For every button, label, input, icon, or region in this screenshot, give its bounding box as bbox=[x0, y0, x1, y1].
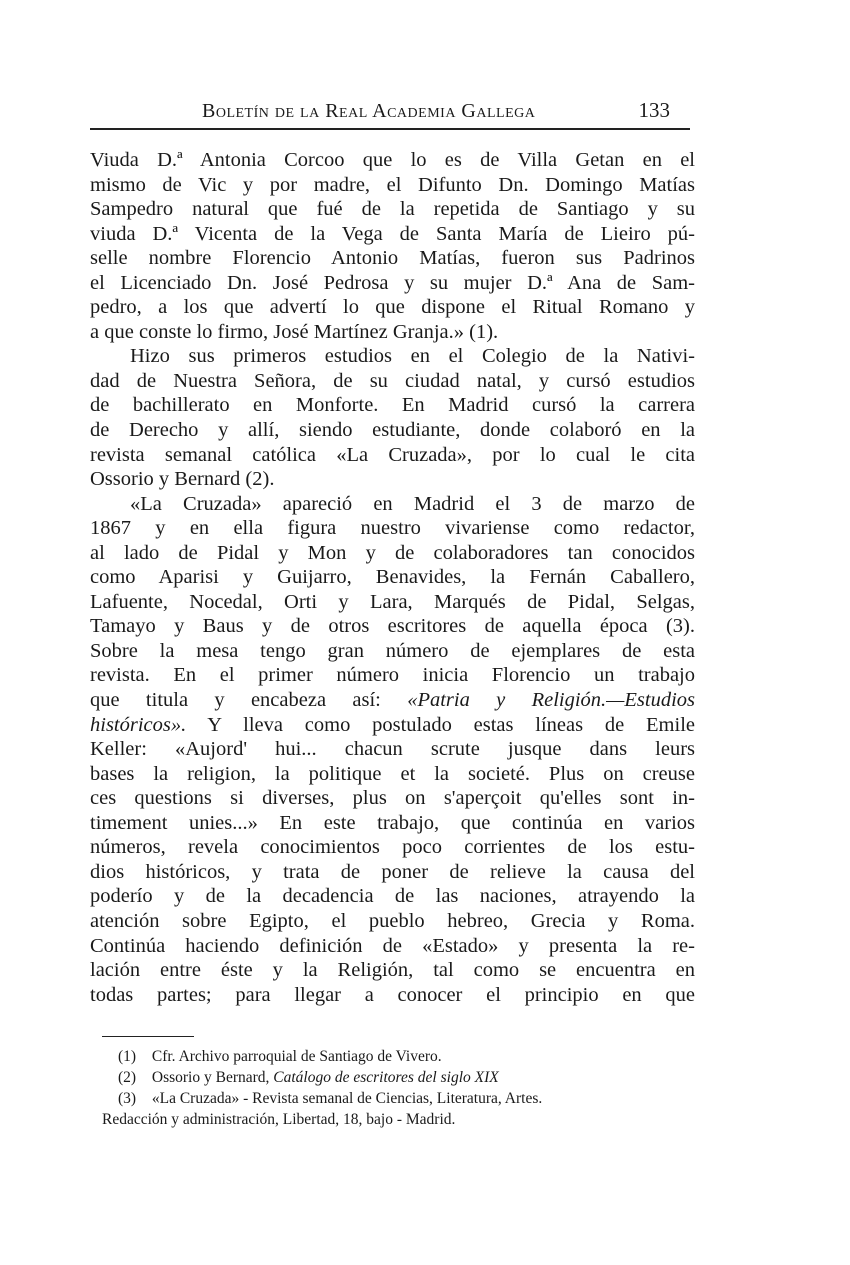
footnotes bbox=[102, 1046, 702, 1130]
footnote-1 bbox=[102, 1046, 702, 1067]
text-line: viuda D.ª Vicenta de la Vega de Santa María de Lieiro pú- bbox=[90, 222, 695, 245]
footnote-2 bbox=[102, 1067, 702, 1088]
footnote-3 bbox=[102, 1088, 702, 1109]
footnote-mark: (3) bbox=[118, 1090, 137, 1107]
text-line: revista. En el primer número inicia Florencio un trabajo bbox=[90, 664, 695, 687]
text-line: Keller: «Aujord' hui... chacun scrute jusque dans leurs bbox=[90, 738, 695, 761]
text-line: mismo de Vic y por madre, el Difunto Dn. Domingo Matías bbox=[90, 173, 695, 196]
footnote-book-title: Catálogo de escritores del siglo XIX bbox=[273, 1069, 499, 1086]
text-line: Sobre la mesa tengo gran número de ejemplares de esta bbox=[90, 639, 695, 662]
text-line: revista semanal católica «La Cruzada», por lo cual le cita bbox=[90, 443, 695, 466]
text-segment: Y lleva como postulado estas líneas de Emile bbox=[207, 713, 695, 736]
text-line: poderío y de la decadencia de las naciones, atrayendo la bbox=[90, 885, 695, 908]
text-line: números, revela conocimientos poco corrientes de los estu- bbox=[90, 836, 695, 859]
text-line: todas partes; para llegar a conocer el principio en que bbox=[90, 983, 695, 1006]
text-line: de bachillerato en Monforte. En Madrid cursó la carrera bbox=[90, 394, 695, 417]
text-line: el Licenciado Dn. José Pedrosa y su mujer D.ª Ana de Sam- bbox=[90, 271, 695, 294]
footnote-divider bbox=[102, 1036, 194, 1037]
page-number: 133 bbox=[638, 98, 670, 122]
footnote-mark: (1) bbox=[118, 1048, 137, 1065]
text-line: de Derecho y allí, siendo estudiante, donde colaboró en la bbox=[90, 419, 695, 442]
footnote-text: Cfr. Archivo parroquial de Santiago de Vivero. bbox=[151, 1048, 442, 1065]
footnote-text: Ossorio y Bernard, bbox=[151, 1069, 270, 1086]
italic-title: históricos». bbox=[90, 713, 187, 736]
text-line: Lafuente, Nocedal, Orti y Lara, Marqués de Pidal, Selgas, bbox=[90, 590, 695, 613]
text-line: Continúa haciendo definición de «Estado» y presenta la re- bbox=[90, 934, 695, 957]
text-line: timement unies...» En este trabajo, que continúa en varios bbox=[90, 811, 695, 834]
text-segment: que titula y encabeza así: bbox=[90, 689, 381, 712]
text-line: dad de Nuestra Señora, de su ciudad natal, y cursó estudios bbox=[90, 369, 695, 392]
text-line-mixed bbox=[90, 688, 695, 713]
italic-title: «Patria y Religión.—Estudios bbox=[407, 689, 696, 712]
footnote-3-continuation: Redacción y administración, Libertad, 18, bajo - Madrid. bbox=[102, 1111, 456, 1128]
text-line: pedro, a los que advertí lo que dispone el Ritual Romano y bbox=[90, 296, 695, 319]
text-line: al lado de Pidal y Mon y de colaboradores tan conocidos bbox=[90, 541, 695, 564]
footnote-mark: (2) bbox=[118, 1069, 137, 1086]
text-line: ces questions si diverses, plus on s'aperçoit qu'elles sont in- bbox=[90, 787, 695, 810]
text-line: selle nombre Florencio Antonio Matías, fueron sus Padrinos bbox=[90, 247, 695, 270]
footnote-text: «La Cruzada» - Revista semanal de Ciencias, Literatura, Artes. bbox=[151, 1090, 543, 1107]
body-text bbox=[90, 148, 695, 1007]
text-line: bases la religion, la politique et la societé. Plus on creuse bbox=[90, 762, 695, 785]
running-header bbox=[90, 94, 690, 130]
text-line: Tamayo y Baus y de otros escritores de aquella época (3). bbox=[90, 615, 695, 638]
text-line: Sampedro natural que fué de la repetida de Santiago y su bbox=[90, 198, 695, 221]
text-line: «La Cruzada» apareció en Madrid el 3 de marzo de bbox=[130, 492, 695, 515]
text-line: Viuda D.ª Antonia Corcoo que lo es de Villa Getan en el bbox=[90, 149, 695, 171]
text-line: atención sobre Egipto, el pueblo hebreo, Grecia y Roma. bbox=[90, 909, 695, 932]
text-line: lación entre éste y la Religión, tal como se encuentra en bbox=[90, 959, 695, 982]
text-line: 1867 y en ella figura nuestro vivariense como redactor, bbox=[90, 517, 695, 540]
text-line: a que conste lo firmo, José Martínez Granja.» (1). bbox=[90, 320, 499, 343]
text-line: dios históricos, y trata de poner de relieve la causa del bbox=[90, 860, 695, 883]
header-title: Boletín de la Real Academia Gallega bbox=[202, 100, 536, 122]
text-line: como Aparisi y Guijarro, Benavides, la Fernán Caballero, bbox=[90, 566, 695, 589]
text-line: Hizo sus primeros estudios en el Colegio de la Nativi- bbox=[130, 345, 695, 368]
text-line-mixed bbox=[90, 713, 695, 738]
text-line: Ossorio y Bernard (2). bbox=[90, 468, 275, 491]
